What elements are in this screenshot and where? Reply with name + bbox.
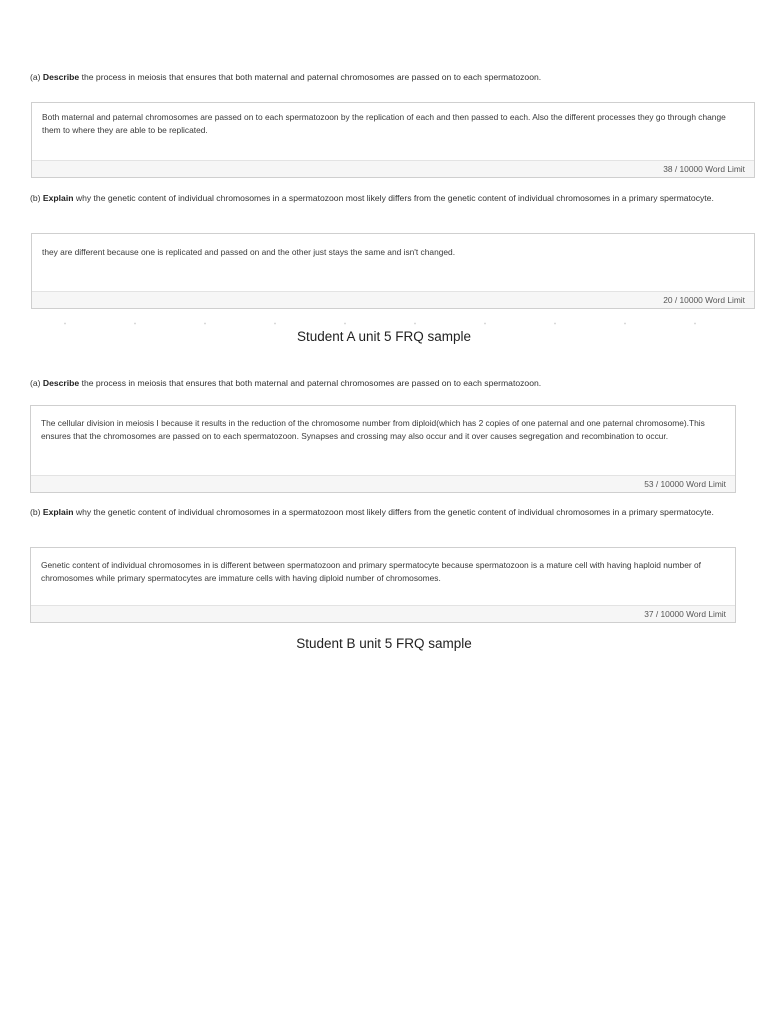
word-count: 37 / 10000 Word Limit <box>31 605 735 622</box>
word-count: 20 / 10000 Word Limit <box>32 291 754 308</box>
question-verb: Describe <box>42 378 80 388</box>
answer-text: they are different because one is replicated and passed on and the other just stays the same and isn't changed. <box>42 247 456 257</box>
answer-text: The cellular division in meiosis I because it results in the reduction of the chromosome number from diploid(which has 2 copies of one paternal and one paternal chromosome).This ensures that the chromosomes are passed on to each spermatozoon. Synapses and crossing may also occur and it over causes segregation and recombination to occur. <box>41 418 705 441</box>
student-b-answer-b-box[interactable] <box>30 547 736 623</box>
student-a-question-a: (a) Describe the process in meiosis that ensures that both maternal and paternal chromosomes are passed on to each spermatozoon. <box>30 72 542 82</box>
answer-text: Both maternal and paternal chromosomes are passed on to each spermatozoon by the replication of each and then passed to each. Also the different processes they go through change them to where they are able to be replicated. <box>42 112 726 135</box>
question-verb: Describe <box>42 72 80 82</box>
student-b-question-a: (a) Describe the process in meiosis that ensures that both maternal and paternal chromosomes are passed on to each spermatozoon. <box>30 378 542 388</box>
student-a-answer-a-box[interactable] <box>31 102 755 178</box>
student-b-answer-a-box[interactable] <box>30 405 736 493</box>
word-count: 53 / 10000 Word Limit <box>31 475 735 492</box>
question-verb: Explain <box>42 507 74 517</box>
student-a-answer-b-box[interactable] <box>31 233 755 309</box>
student-a-caption: Student A unit 5 FRQ sample <box>296 329 472 344</box>
divider-dots <box>30 322 754 325</box>
answer-text: Genetic content of individual chromosomes in is different between spermatozoon and primary spermatocyte because spermatozoon is a mature cell with having haploid number of chromosomes while primary spermatocytes are immature cells with having diploid number of chromosomes. <box>41 560 701 583</box>
question-verb: Explain <box>42 193 74 203</box>
student-b-question-b: (b) Explain why the genetic content of individual chromosomes in a spermatozoon most likely differs from the genetic content of individual chromosomes in a primary spermatocyte. <box>30 507 714 517</box>
student-b-caption: Student B unit 5 FRQ sample <box>296 636 472 651</box>
student-a-question-b: (b) Explain why the genetic content of individual chromosomes in a spermatozoon most likely differs from the genetic content of individual chromosomes in a primary spermatocyte. <box>30 193 714 203</box>
word-count: 38 / 10000 Word Limit <box>32 160 754 177</box>
